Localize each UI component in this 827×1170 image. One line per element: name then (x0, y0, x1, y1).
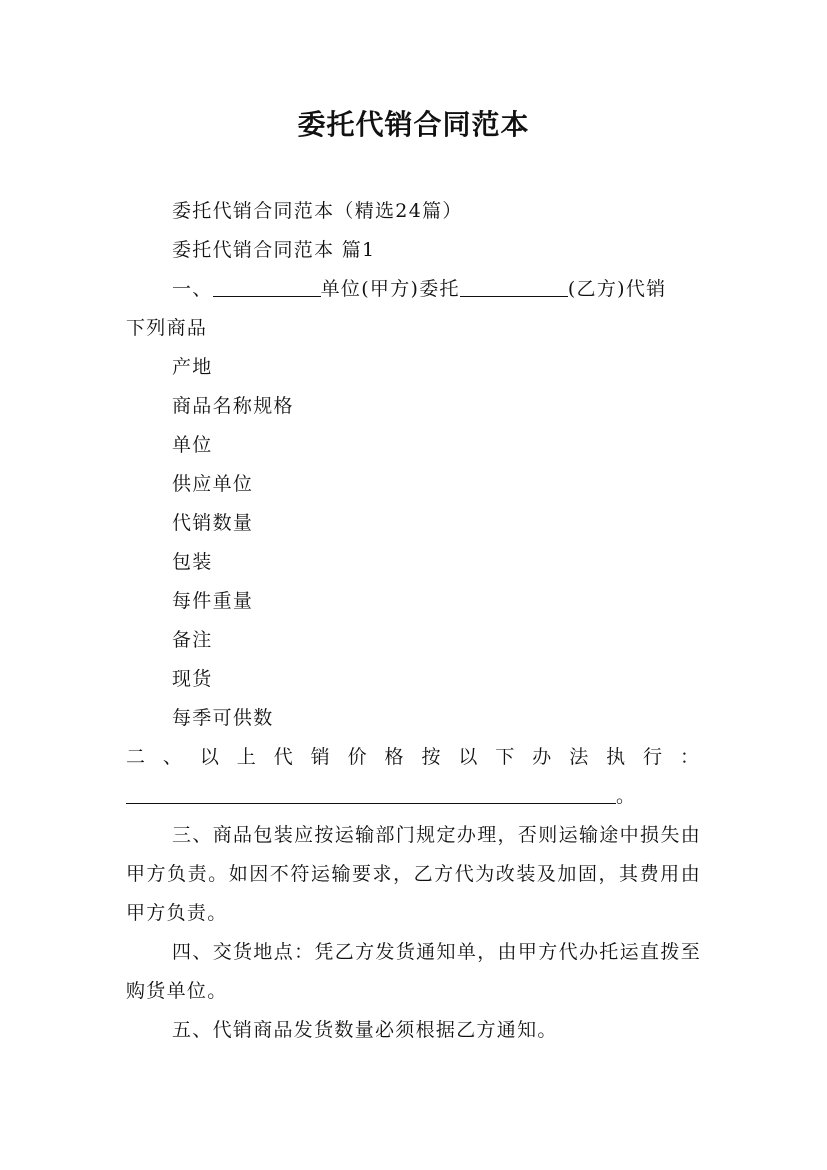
item-name-spec: 商品名称规格 (172, 395, 294, 417)
item-packaging: 包装 (172, 551, 213, 573)
clause-2: 二、以上代销价格按以下办法执行： (126, 746, 701, 768)
item-seasonal-supply: 每季可供数 (172, 707, 274, 729)
clause-1-continuation: 下列商品 (126, 317, 208, 339)
item-origin: 产地 (172, 356, 213, 378)
item-quantity: 代销数量 (172, 512, 254, 534)
clause-1-line (126, 270, 701, 309)
clause-1-middle: 单位(甲方)委托 (320, 278, 460, 300)
clause-4: 四、交货地点：凭乙方发货通知单，由甲方代办托运直拨至购货单位。 (126, 941, 701, 1002)
item-in-stock: 现货 (172, 668, 213, 690)
clause-5: 五、代销商品发货数量必须根据乙方通知。 (172, 1019, 558, 1041)
item-remarks: 备注 (172, 629, 213, 651)
blank-party-b (460, 272, 568, 297)
clause-1-prefix: 一、 (172, 278, 213, 300)
clause-1-suffix: (乙方)代销 (567, 278, 667, 300)
blank-pricing-method (126, 779, 616, 804)
clause-2-blank-line (126, 777, 701, 816)
subtitle: 委托代销合同范本（精选24篇） (172, 200, 463, 222)
document-title: 委托代销合同范本 (297, 108, 530, 141)
part-heading: 委托代销合同范本 篇1 (172, 239, 376, 261)
item-unit: 单位 (172, 434, 213, 456)
document-body (126, 192, 701, 1050)
clause-2-end: 。 (616, 785, 637, 807)
item-supplier: 供应单位 (172, 473, 254, 495)
item-weight: 每件重量 (172, 590, 254, 612)
clause-3: 三、商品包装应按运输部门规定办理，否则运输途中损失由甲方负责。如因不符运输要求，乙方代为改装及加固，其费用由甲方负责。 (126, 824, 701, 924)
blank-party-a (213, 272, 321, 297)
